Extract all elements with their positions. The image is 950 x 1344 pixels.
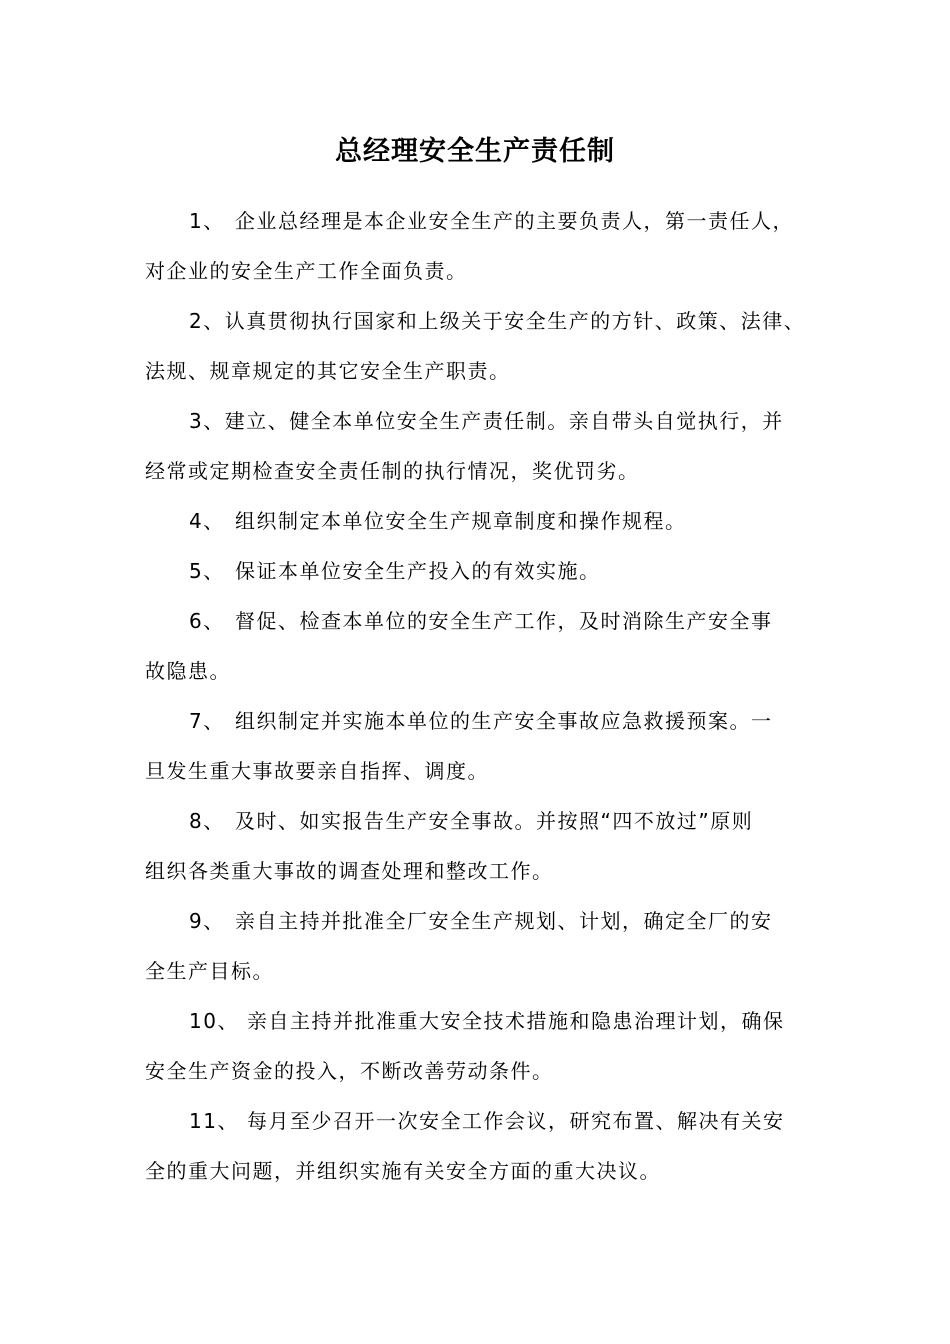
clause-text: 建立、健全本单位安全生产责任制。亲自带头自觉执行，并: [224, 409, 784, 433]
clause-first-line: [145, 1096, 825, 1146]
clause-continuation: 旦发生重大事故要亲自指挥、调度。: [145, 759, 489, 783]
clause-first-line: [145, 546, 825, 596]
clause-continuation: 全的重大问题，并组织实施有关安全方面的重大决议。: [145, 1159, 661, 1183]
clause-continuation: 安全生产资金的投入，不断改善劳动条件。: [145, 1059, 554, 1083]
document-body: [145, 196, 825, 1196]
clause-text: 亲自主持并批准全厂安全生产规划、计划，确定全厂的安: [235, 909, 773, 933]
clause-continuation: 经常或定期检查安全责任制的执行情况，奖优罚劣。: [145, 459, 640, 483]
clause-text: 保证本单位安全生产投入的有效实施。: [235, 559, 601, 583]
clause-first-line: [145, 896, 825, 946]
clause-first-line: [145, 796, 825, 846]
document-title: 总经理安全生产责任制: [335, 136, 615, 167]
clause-first-line: [145, 496, 825, 546]
clause-text: 认真贯彻执行国家和上级关于安全生产的方针、政策、法律、: [224, 309, 806, 333]
clause-11: [145, 1096, 825, 1196]
clause-1: [145, 196, 825, 296]
clause-number: 11、: [189, 1109, 239, 1133]
clause-number: 5、: [189, 559, 225, 583]
clause-text: 督促、检查本单位的安全生产工作，及时消除生产安全事: [235, 609, 773, 633]
clause-continuation: 故隐患。: [145, 659, 231, 683]
clause-7: [145, 696, 825, 796]
clause-continuation: 组织各类重大事故的调查处理和整改工作。: [145, 859, 554, 883]
clause-2: [145, 296, 825, 396]
clause-number: 8、: [189, 809, 225, 833]
clause-text: 每月至少召开一次安全工作会议，研究布置、解决有关安: [247, 1109, 785, 1133]
clause-text: 组织制定并实施本单位的生产安全事故应急救援预案。一: [235, 709, 773, 733]
clause-number: 9、: [189, 909, 225, 933]
clause-first-line: [145, 596, 825, 646]
clause-text: 及时、如实报告生产安全事故。并按照“四不放过”原则: [235, 809, 754, 833]
clause-first-line: [145, 996, 825, 1046]
clause-3: [145, 396, 825, 496]
clause-9: [145, 896, 825, 996]
clause-first-line: [145, 396, 825, 446]
clause-number: 1、: [189, 209, 225, 233]
clause-number: 4、: [189, 509, 225, 533]
clause-number: 3、: [189, 409, 225, 433]
clause-number: 10、: [189, 1009, 239, 1033]
clause-number: 6、: [189, 609, 225, 633]
clause-text: 亲自主持并批准重大安全技术措施和隐患治理计划，确保: [247, 1009, 785, 1033]
clause-text: 组织制定本单位安全生产规章制度和操作规程。: [235, 509, 687, 533]
clause-continuation: 法规、规章规定的其它安全生产职责。: [145, 359, 511, 383]
clause-number: 7、: [189, 709, 225, 733]
clause-continuation: 全生产目标。: [145, 959, 274, 983]
clause-10: [145, 996, 825, 1096]
clause-first-line: [145, 196, 825, 246]
clause-number: 2、: [189, 309, 225, 333]
clause-8: [145, 796, 825, 896]
clause-text: 企业总经理是本企业安全生产的主要负责人，第一责任人，: [235, 209, 794, 233]
clause-5: [145, 546, 825, 596]
clause-first-line: [145, 296, 825, 346]
clause-continuation: 对企业的安全生产工作全面负责。: [145, 259, 468, 283]
clause-first-line: [145, 696, 825, 746]
clause-6: [145, 596, 825, 696]
clause-4: [145, 496, 825, 546]
